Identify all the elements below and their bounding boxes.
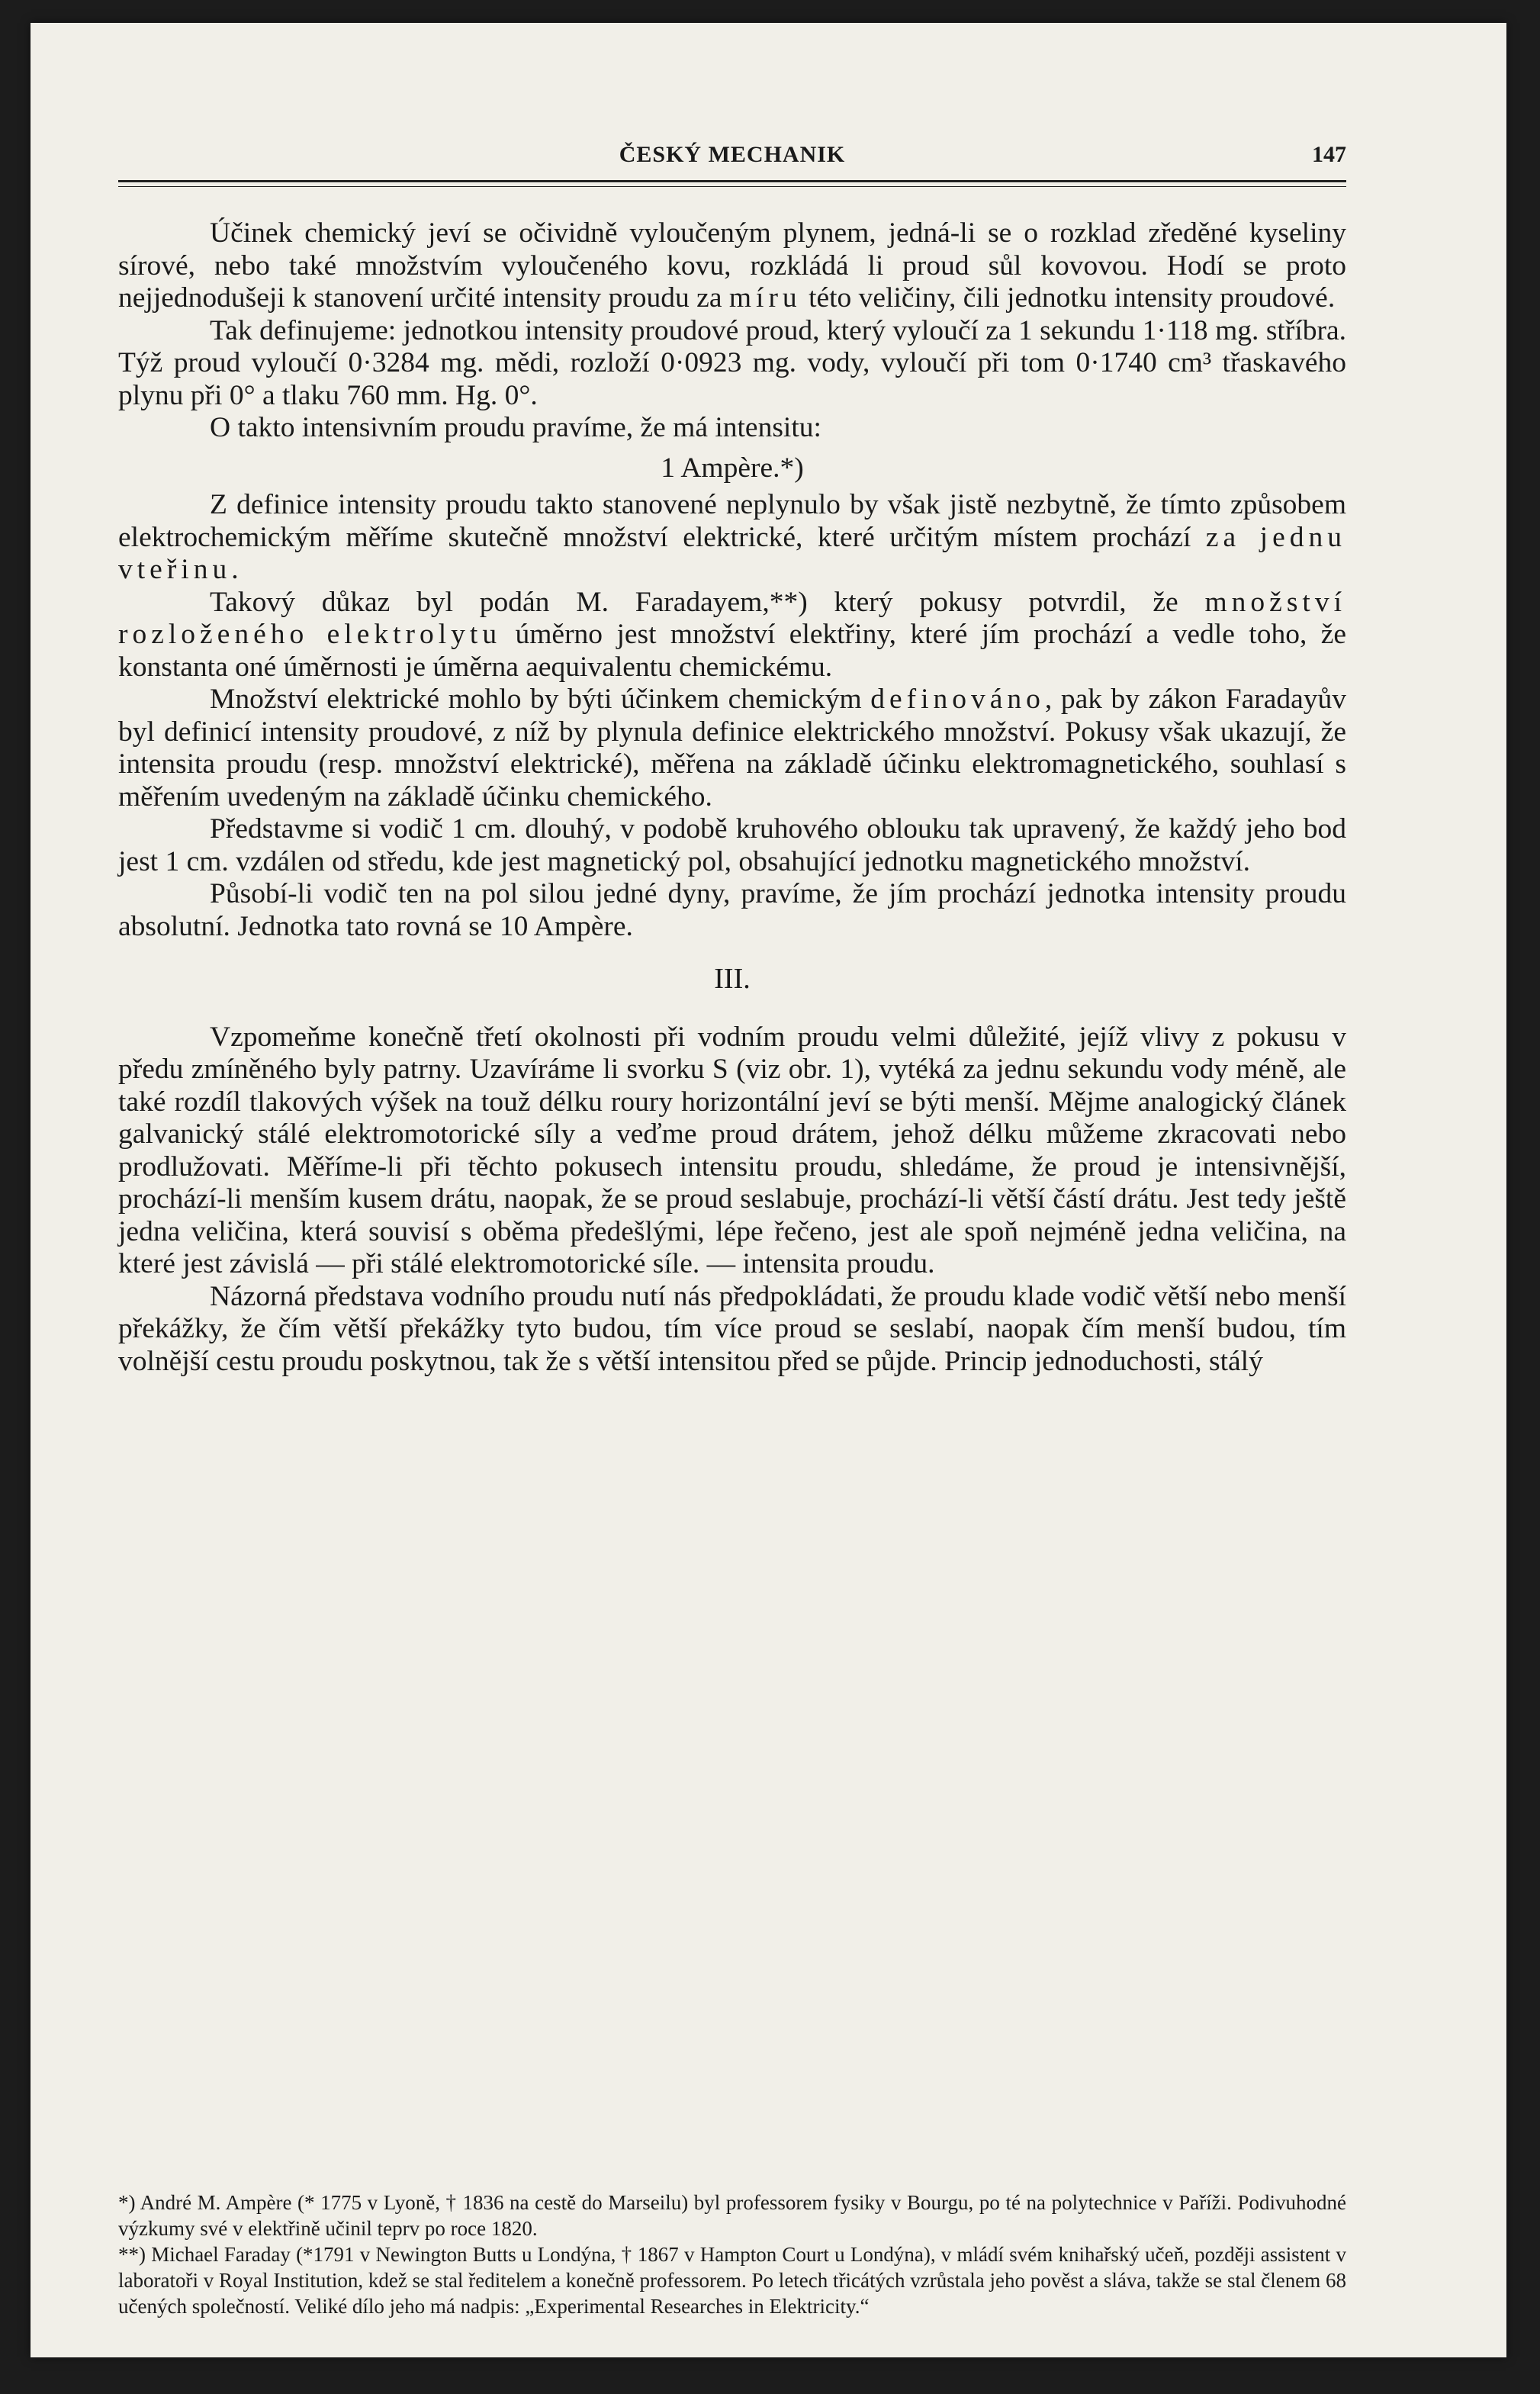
body-text xyxy=(118,217,1346,1378)
paragraph-9: Vzpomeňme konečně třetí okolnosti při vodním proudu velmi důležité, jejíž vlivy z pokusu v předu zmíněného byly patrny. Uzavíráme li svorku S (viz obr. 1), vytéká za jednu sekundu vody méně, ale také rozdíl tlakových výšek na touž délku roury horizontální jeví se býti menší. Mějme analogický článek galvanický stálé elektromotorické síly a veďme proud drátem, jehož délku můžeme zkracovati nebo prodlužovati. Měříme-li při těchto pokusech intensitu proudu, shledáme, že proud je intensivnější, prochází-li menším kusem drátu, naopak, že se proud seslabuje, prochází-li větší částí drátu. Jest tedy ještě jedna veličina, která souvisí s oběma předešlými, lépe řečeno, jest ale spoň nejméně jedna veličina, na které jest závislá — při stálé elektromotorické síle. — intensita proudu. xyxy=(118,1021,1346,1279)
paragraph-2: Tak definujeme: jednotkou intensity proudové proud, který vyloučí za 1 sekundu 1·118 mg. stříbra. Týž proud vyloučí 0·3284 mg. mědi, rozloží 0·0923 mg. vody, vyloučí při tom 0·1740 cm³ třaskavého plynu při 0° a tlaku 760 mm. Hg. 0°. xyxy=(118,314,1346,411)
footnote-ampere: *) André M. Ampère (* 1775 v Lyoně, † 1836 na cestě do Marseilu) byl professorem fysiky v Bourgu, po té na polytechnice v Paříži. Podivuhodné výzkumy své v elektřině učinil teprv po roce 1820. xyxy=(118,2191,1346,2240)
paragraph-4 xyxy=(118,489,1346,587)
header-rule-thin xyxy=(118,186,1346,187)
paragraph-1-end: této veličiny, čili jednotku intensity proudové. xyxy=(809,282,1336,314)
ampere-formula: 1 Ampère.*) xyxy=(661,452,804,484)
paragraph-6 xyxy=(118,684,1346,813)
footnote-faraday: **) Michael Faraday (*1791 v Newington Butts u Londýna, † 1867 v Hampton Court u Londýna), v mládí svém knihařský učeň, později assistent v laboratoři v Royal Institution, kdež se stal ředitelem a konečně professorem. Po letech třicátých vzrůstala jeho pověst a sláva, takže se stal členem 68 učených společností. Veliké dílo jeho má nadpis: „Experimental Researches in Elektricity.“ xyxy=(118,2243,1346,2318)
running-title: ČESKÝ MECHANIK xyxy=(619,142,846,167)
paragraph-8: Působí-li vodič ten na pol silou jedné dyny, pravíme, že jím prochází jednotka intensity proudu absolutní. Jednotka tato rovná se 10 Ampère. xyxy=(118,878,1346,942)
paragraph-1 xyxy=(118,217,1346,315)
paragraph-10: Názorná představa vodního proudu nutí nás předpokládati, že proudu klade vodič větší nebo menší překážky, že čím větší překážky tyto budou, tím více proud se seslabí, naopak čím menší budou, tím volnější cestu proudu poskytnou, tak že s větší intensitou před se půjde. Princip jednoduchosti, stálý xyxy=(118,1280,1346,1377)
paragraph-5-text: Takový důkaz byl podán M. Faradayem,**) který pokusy potvrdil, že xyxy=(210,586,1178,618)
paragraph-5-end: úměrno jest množství elektřiny, které jím prochází a vedle toho, že konstanta oné úměrnosti je úměrna aequivalentu chemickému. xyxy=(118,619,1347,683)
paragraph-4-text: Z definice intensity proudu takto stanovené neplynulo by však jistě nezbytně, že tímto způsobem elektrochemickým měříme skutečně množství elektrické, které určitým místem prochází xyxy=(118,489,1346,553)
paragraph-7: Představme si vodič 1 cm. dlouhý, v podobě kruhového oblouku tak upravený, že každý jeho bod jest 1 cm. vzdálen od středu, kde jest magnetický pol, obsahující jednotku magnetického množství. xyxy=(118,813,1346,877)
paragraph-4-emphasis: za jednu vteřinu. xyxy=(118,521,1346,585)
paragraph-1-text: Účinek chemický jeví se očividně vyloučeným plynem, jedná-li se o rozklad zředěné kyseliny sírové, nebo také množstvím vyloučeného kovu, rozkládá li proud sůl kovovou. Hodí se proto nejjednodušeji k stanovení určité intensity proudu za xyxy=(118,217,1346,314)
paragraph-1-emphasis: míru xyxy=(728,282,802,314)
section-heading: III. xyxy=(714,963,751,995)
header-rule-thick xyxy=(118,180,1346,182)
paragraph-5-emphasis: množství rozloženého elektrolytu xyxy=(118,586,1347,650)
footnotes xyxy=(118,2190,1346,2319)
paragraph-5 xyxy=(118,587,1346,684)
paragraph-3: O takto intensivním proudu pravíme, že má intensitu: xyxy=(210,412,821,443)
paragraph-6-emphasis: definováno xyxy=(870,684,1045,715)
paragraph-6-text: Množství elektrické mohlo by býti účinkem chemickým xyxy=(210,684,862,715)
paragraph-6-end: , pak by zákon Faradayův byl definicí intensity proudové, z níž by plynula definice elektrického množství. Pokusy však ukazují, že intensita proudu (resp. množství elektrické), měřena na základě účinku elektromagnetického, souhlasí s měřením uvedeným na základě účinku chemického. xyxy=(118,684,1347,812)
page-header xyxy=(118,134,1346,180)
page-number: 147 xyxy=(1312,142,1346,167)
